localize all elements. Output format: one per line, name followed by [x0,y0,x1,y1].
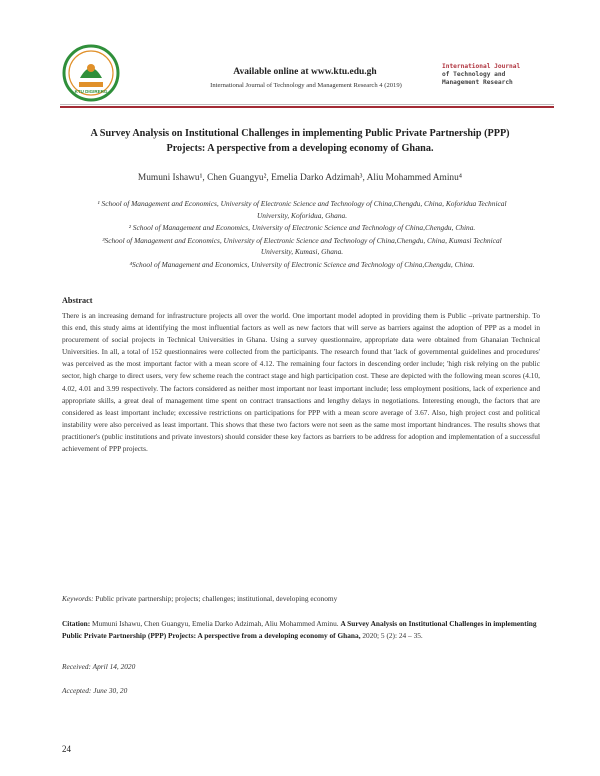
affiliation-2: ² School of Management and Economics, University of Electronic Science and Technology of China,Chengdu, China. [128,223,476,233]
journal-brand-line-2: of Technology and [442,71,506,79]
svg-text:KTU DIGIRERG: KTU DIGIRERG [74,89,108,94]
abstract-heading: Abstract [62,296,93,305]
available-online: Available online at www.ktu.edu.gh [233,67,377,77]
journal-brand-line-3: Management Research [442,79,513,87]
page-number: 24 [62,744,71,754]
citation-authors: Mumuni Ishawu, Chen Guangyu, Emelia Darko Adzimah, Aliu Mohammed Aminu. [90,619,341,628]
keywords [62,594,540,603]
paper-title: A Survey Analysis on Institutional Challenges in implementing Public Private Partnership (PPP) Projects: A perspective from a developing economy of Ghana. [90,128,510,154]
journal-citation-line: International Journal of Technology and Management Research 4 (2019) [210,82,402,89]
university-logo [62,44,120,102]
citation [62,618,540,642]
affiliation-3: ³School of Management and Economics, University of Electronic Science and Technology of China,Chengdu, China, Kumasi Technical University, Kumasi, Ghana. [102,235,502,257]
citation-title: A Survey Analysis on Institutional Challenges in implementing Public Private Partnership (PPP) Projects: A perspective from a developing economy of Ghana, [62,619,537,640]
journal-brand [442,63,562,88]
citation-tail: 2020; 5 (2): 24 – 35. [360,630,423,640]
author-list: Mumuni Ishawu¹, Chen Guangyu², Emelia Darko Adzimah³, Aliu Mohammed Aminu⁴ [137,173,463,183]
journal-brand-line-1: International Journal [442,63,521,70]
abstract-body: There is an increasing demand for infrastructure projects all over the world. One important model adopted in providing them is Public –private partnership. To this end, this study aims at identifying the most influential factors as well as new factors that will serve as barriers against the adoption of PPP as a model in procurement of social projects in Technical Universities in Ghana. Using a survey questionnaire, appropriate data were obtained from Ghanaian Technical Universities. In all, a total of 152 questionnaires were collected from the participants. The research found that 'lack of governmental guidelines and procedures' was perceived as the most important factor with a mean score of 4.12. The remaining four factors in descending order include; 'high risk relying on the public sector, high charge to direct users, very few scheme reach the contract stage and high participation cost. These are depicted with the following mean scores (4.10, 4.02, 4.01 and 3.99 respectively. The factors considered as neither most important nor least important include; less employment positions, lack of experience and appropriate skills, a great deal of management time spent on contract transactions and lengthy delays in negotiations. Interesting enough, the factors that are considered as least important include; excessive restrictions on participations for PPP with a mean score average of 3.67. Also, high project cost and political instability were also perceived as least important. This shows that these two factors were not seen as the same most important hindrances. The results shows that practitioner's (public institutions and private investors) should consider these key factors as barriers to be address for adoption and implementation of a successful achievement of PPP projects. [62,311,540,454]
affiliations [96,198,508,272]
keywords-label: Keywords: [62,594,94,603]
affiliation-4: ⁴School of Management and Economics, University of Electronic Science and Technology of China,Chengdu, China. [129,259,475,269]
received-date: Received: April 14, 2020 [62,662,136,671]
header-divider-gray [60,104,554,105]
affiliation-1: ¹ School of Management and Economics, University of Electronic Science and Technology of China,Chengdu, China, Koforidua Technical University, Koforidua, Ghana. [97,199,507,220]
keywords-text: Public private partnership; projects; challenges; institutional, developing economy [93,594,338,603]
accepted-date: Accepted: June 30, 20 [62,686,128,695]
citation-label: Citation: [62,619,91,628]
header-divider-red [60,106,554,108]
